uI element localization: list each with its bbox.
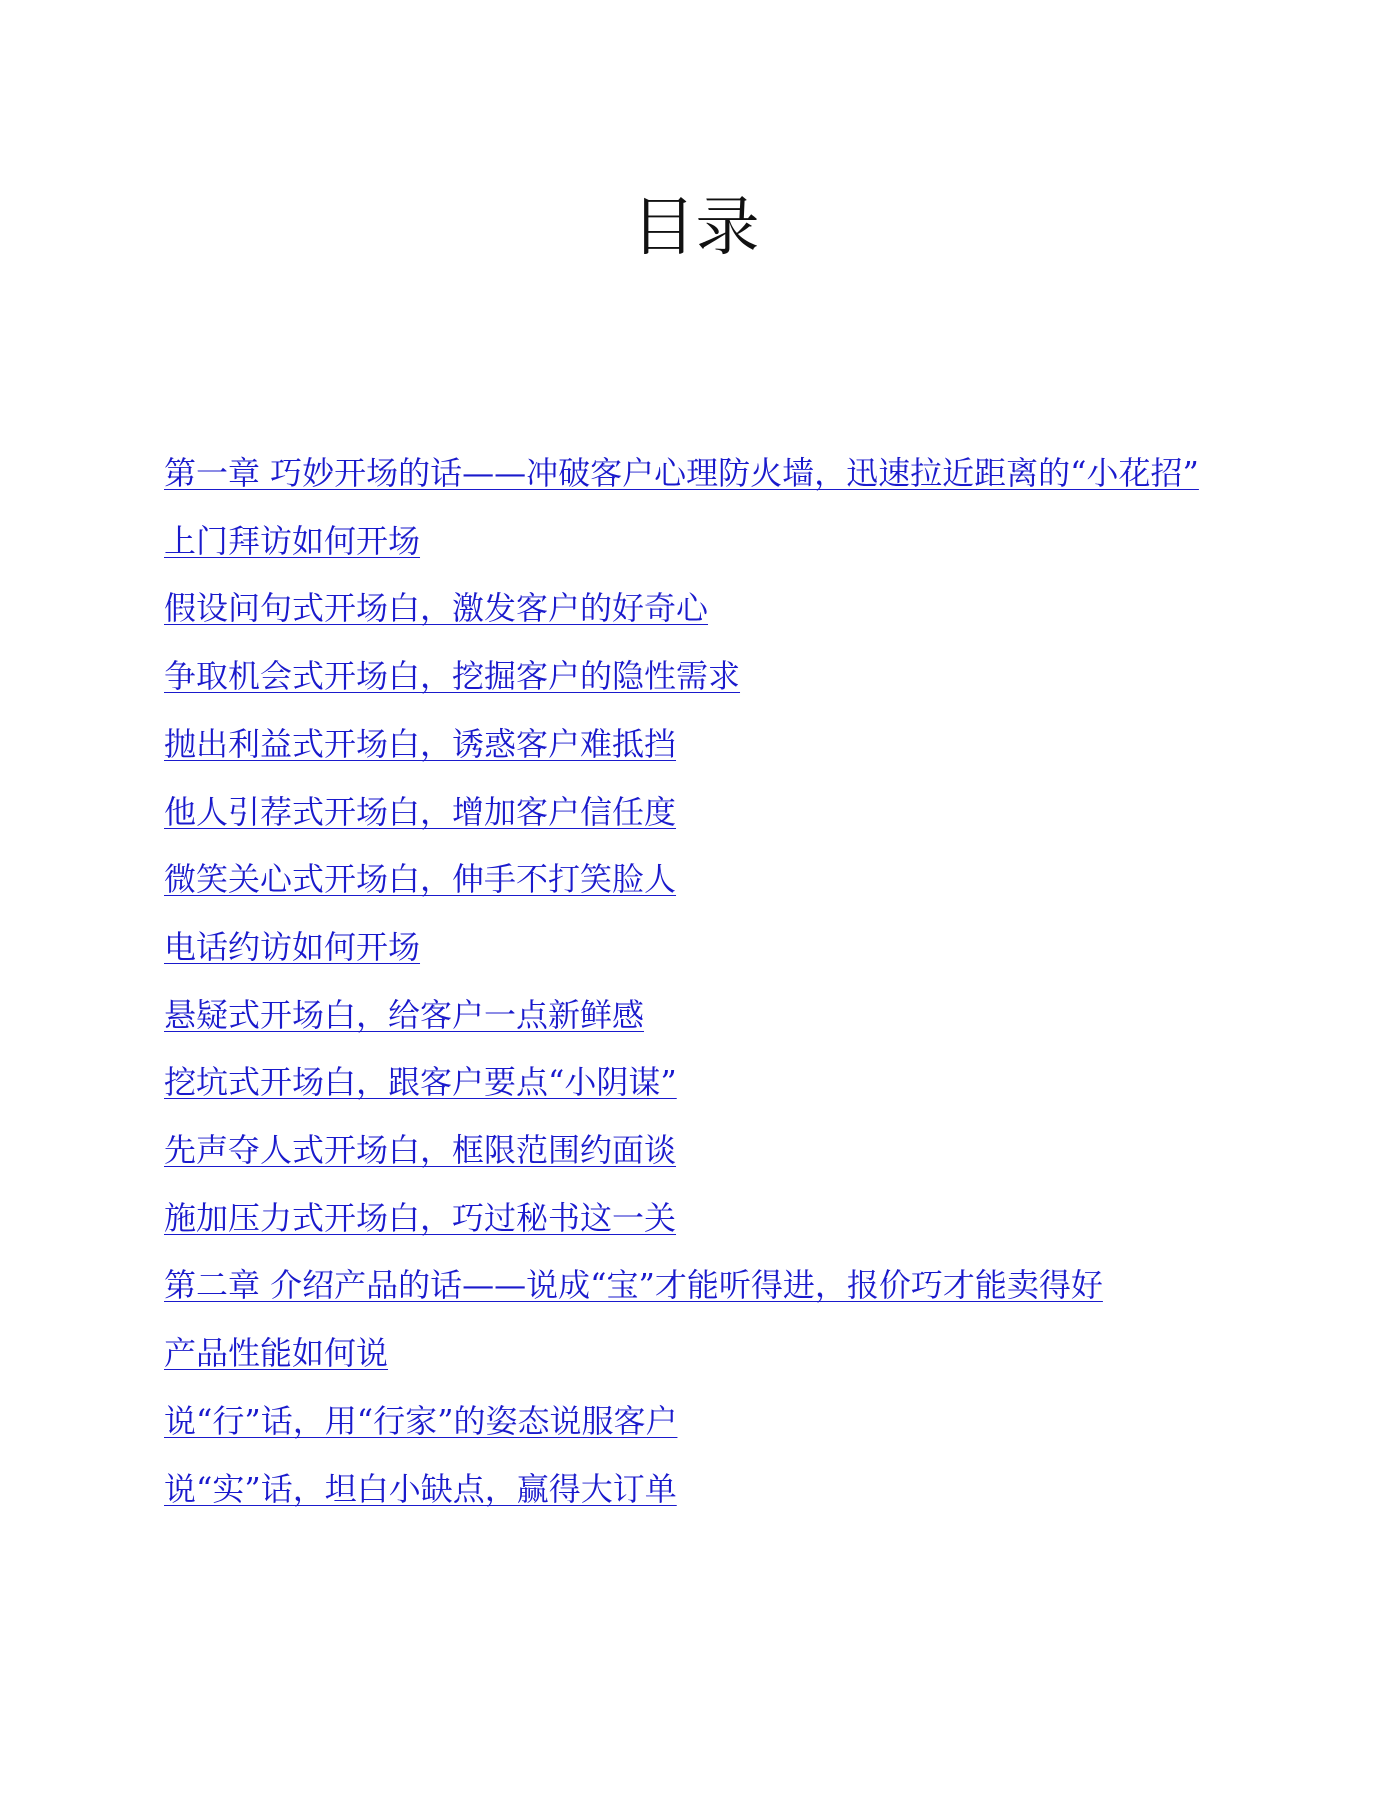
toc-item bbox=[164, 982, 1244, 1050]
table-of-contents bbox=[164, 440, 1244, 1523]
toc-link[interactable]: 微笑关心式开场白，伸手不打笑脸人 bbox=[164, 860, 677, 899]
toc-item bbox=[164, 643, 1244, 711]
toc-link[interactable]: 挖坑式开场白，跟客户要点“小阴谋” bbox=[164, 1063, 677, 1102]
toc-link[interactable]: 上门拜访如何开场 bbox=[164, 521, 421, 560]
toc-item bbox=[164, 508, 1244, 576]
page-title: 目录 bbox=[631, 191, 760, 265]
toc-item bbox=[164, 1049, 1244, 1117]
toc-link[interactable]: 说“行”话，用“行家”的姿态说服客户 bbox=[164, 1401, 678, 1440]
toc-link[interactable]: 假设问句式开场白，激发客户的好奇心 bbox=[164, 589, 709, 628]
toc-item bbox=[164, 575, 1244, 643]
toc-item bbox=[164, 846, 1244, 914]
toc-item bbox=[164, 1388, 1244, 1456]
toc-item-chapter-1 bbox=[164, 440, 1244, 508]
toc-item bbox=[164, 711, 1244, 779]
toc-item bbox=[164, 1185, 1244, 1253]
toc-item bbox=[164, 1320, 1244, 1388]
toc-item bbox=[164, 914, 1244, 982]
toc-link-chapter-2[interactable]: 第二章 介绍产品的话——说成“宝”才能听得进，报价巧才能卖得好 bbox=[164, 1266, 1103, 1305]
toc-link[interactable]: 争取机会式开场白，挖掘客户的隐性需求 bbox=[164, 657, 741, 696]
toc-link[interactable]: 电话约访如何开场 bbox=[164, 927, 421, 966]
toc-item bbox=[164, 1117, 1244, 1185]
toc-link[interactable]: 产品性能如何说 bbox=[164, 1334, 389, 1373]
toc-item bbox=[164, 779, 1244, 847]
toc-link[interactable]: 先声夺人式开场白，框限范围约面谈 bbox=[164, 1131, 677, 1170]
toc-link[interactable]: 说“实”话，坦白小缺点，赢得大订单 bbox=[164, 1469, 677, 1508]
toc-item bbox=[164, 1456, 1244, 1524]
toc-item-chapter-2 bbox=[164, 1252, 1244, 1320]
toc-link[interactable]: 施加压力式开场白，巧过秘书这一关 bbox=[164, 1198, 677, 1237]
toc-link-chapter-1[interactable]: 第一章 巧妙开场的话——冲破客户心理防火墙，迅速拉近距离的“小花招” bbox=[164, 454, 1199, 492]
toc-link[interactable]: 他人引荐式开场白，增加客户信任度 bbox=[164, 792, 677, 831]
toc-link[interactable]: 悬疑式开场白，给客户一点新鲜感 bbox=[164, 995, 645, 1034]
toc-link[interactable]: 抛出利益式开场白，诱惑客户难抵挡 bbox=[164, 724, 677, 763]
